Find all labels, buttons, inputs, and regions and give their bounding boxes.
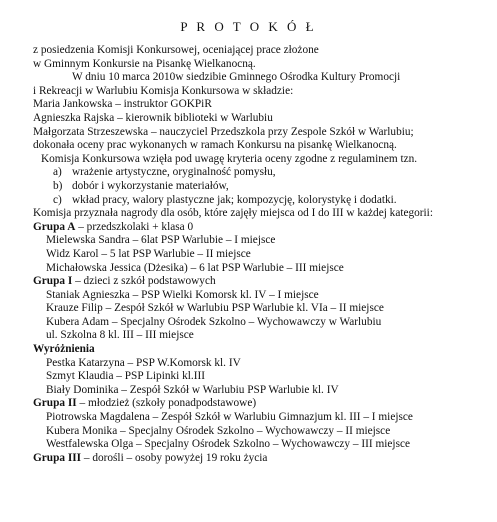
document-body — [0, 44, 497, 465]
group-ii-description: – młodzież (szkoły ponadpodstawowe) — [76, 397, 257, 410]
intro-line-1: z posiedzenia Komisji Konkursowej, oceniającej prace złożone — [33, 44, 319, 56]
criterion-c-text: wkład pracy, walory plastyczne jak; kompozycję, kolorystykę i dodatki. — [72, 193, 397, 206]
committee-member-1: Maria Jankowska – instruktor GOKPiR — [33, 98, 212, 111]
group-ii-entry-3: Westfalewska Olga – Specjalny Ośrodek Szkolno – Wychowawczy – III miejsce — [46, 438, 410, 451]
group-a-description: – przedszkolaki + klasa 0 — [75, 220, 194, 233]
group-i-entry-1: Staniak Agnieszka – PSP Wielki Komorsk kl. IV – I miejsce — [46, 288, 319, 301]
group-i-label: Grupa I — [33, 275, 73, 288]
criterion-a-text: wrażenie artystyczne, oryginalność pomysłu, — [72, 166, 276, 179]
group-a-entry-3: Michałowska Jessica (Dżesika) – 6 lat PSP Warlubie – III miejsce — [46, 261, 344, 274]
distinction-entry-1: Pestka Katarzyna – PSP W.Komorsk kl. IV — [46, 356, 241, 369]
group-i-entry-3-cont: ul. Szkolna 8 kl. III – III miejsce — [46, 329, 194, 342]
group-ii-entry-2: Kubera Monika – Specjalny Ośrodek Szkolno – Wychowawczy – II miejsce — [46, 424, 391, 437]
group-ii-heading — [0, 397, 497, 411]
group-a-label: Grupa A — [33, 220, 76, 233]
evaluation-line: dokonała oceny prac wykonanych w ramach Konkursu na pisankę Wielkanocną. — [33, 139, 397, 152]
distinction-entry-3: Biały Dominika – Zespół Szkół w Warlubiu PSP Warlubie kl. IV — [46, 383, 339, 396]
group-i-heading — [0, 275, 497, 289]
group-i-description: – dzieci z szkół podstawowych — [72, 275, 216, 288]
criterion-c — [0, 194, 497, 208]
intro-line-2: w Gminnym Konkursie na Pisankę Wielkanocną. — [33, 57, 256, 70]
criterion-b-text: dobór i wykorzystanie materiałów, — [72, 179, 229, 192]
group-a-heading — [0, 221, 497, 235]
group-ii-entry-1: Piotrowska Magdalena – Zespół Szkół w Warlubiu Gimnazjum kl. III – I miejsce — [46, 411, 413, 424]
group-iii-description: – dorośli – osoby powyżej 19 roku życia — [81, 451, 268, 464]
group-iii-heading — [0, 452, 497, 466]
criterion-b — [0, 180, 497, 194]
group-a-entry-1: Mielewska Sandra – 6lat PSP Warlubie – I miejsce — [46, 234, 276, 247]
criterion-c-letter: c) — [53, 193, 62, 206]
criterion-b-letter: b) — [53, 179, 63, 192]
distinction-entry-2: Szmyt Klaudia – PSP Lipinki kl.III — [46, 370, 205, 383]
group-i-entry-3: Kubera Adam – Specjalny Ośrodek Szkolno – Wychowawczy w Warlubiu — [46, 315, 382, 328]
criterion-a — [0, 166, 497, 180]
criterion-a-letter: a) — [53, 166, 62, 179]
group-iii-label: Grupa III — [33, 451, 82, 464]
committee-member-3: Małgorzata Strzeszewska – nauczyciel Przedszkola przy Zespole Szkół w Warlubiu; — [33, 125, 414, 138]
group-i-entry-2: Krauze Filip – Zespół Szkół w Warlubiu PSP Warlubie kl. VIa – II miejsce — [46, 302, 384, 315]
group-ii-label: Grupa II — [33, 397, 77, 410]
document-title: P R O T O K Ó Ł — [180, 19, 317, 34]
intro-line-3: W dniu 10 marca 2010w siedzibie Gminnego Ośrodka Kultury Promocji — [72, 71, 401, 84]
criteria-intro: Komisja Konkursowa wzięła pod uwagę kryteria oceny zgodne z regulaminem tzn. — [41, 152, 418, 165]
distinctions-heading: Wyróżnienia — [33, 343, 95, 356]
committee-member-2: Agnieszka Rajska – kierownik biblioteki w Warlubiu — [33, 111, 273, 124]
group-a-entry-2: Widz Karol – 5 lat PSP Warlubie – II miejsce — [46, 247, 251, 260]
awards-intro: Komisja przyznała nagrody dla osób, które zajęły miejsca od I do III w każdej kategorii: — [33, 207, 433, 220]
intro-line-4: i Rekreacji w Warlubiu Komisja Konkursowa w składzie: — [33, 84, 294, 97]
